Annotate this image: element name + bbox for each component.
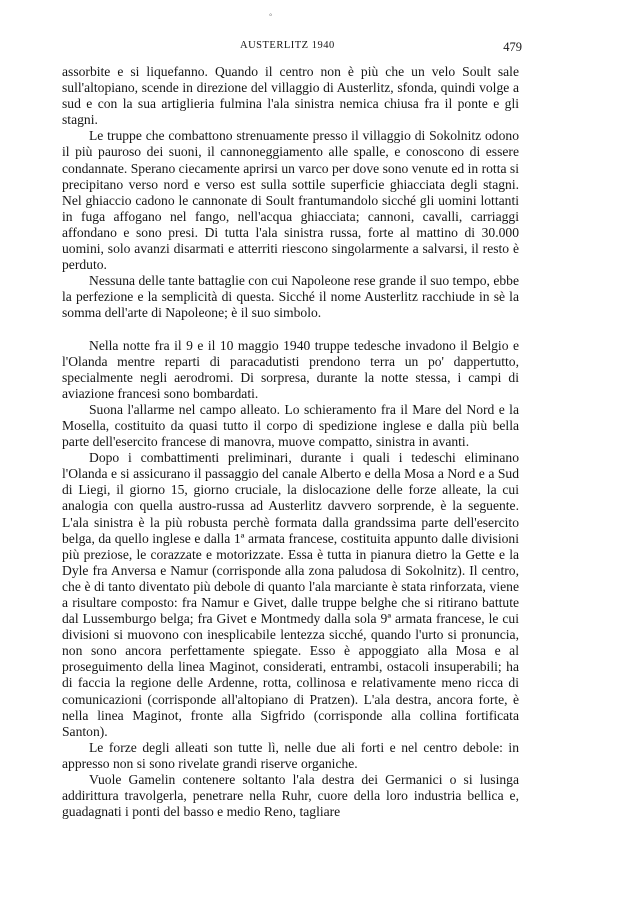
paragraph-maggio-1940: Nella notte fra il 9 e il 10 maggio 1940 truppe tedesche invadono il Belgio e l'Olanda mentre reparti di paracadutisti prendono terra un po' dappertutto, specialmente negli aerodromi. Di sorpresa, durante la notte stessa, i campi di aviazione francesi sono bombardati.: [62, 337, 519, 401]
body-text: [62, 64, 519, 820]
paragraph-allarme: Suona l'allarme nel campo alleato. Lo schieramento fra il Mare del Nord e la Mosella, costituito da quasi tutto il corpo di spedizione inglese e dalla più bella parte dell'esercito francese di manovra, muove compatto, sinistra in avanti.: [62, 401, 519, 450]
paragraph-sokolnitz: Le truppe che combattono strenuamente presso il villaggio di Sokolnitz odono il più pauroso dei suoni, il cannoneggiamento alle spalle, e conoscono di essere condannate. Sperano ciecamente aprirsi un varco per dove sono venute ed in rotta si precipitano verso nord e verso est sulla sottile superficie ghiacciata degli stagni. Nel ghiaccio cadono le cannonate di Soult frantumandolo sicché gli uomini lottanti in fuga affogano nel fango, nell'acqua ghiacciata; cannoni, cavalli, carriaggi affondano e sono presi. Di tutta l'ala sinistra russa, forte al mattino di 30.000 uomini, solo avanzi disarmati e atterriti riescono singolarmente a salvarsi, il resto è perduto.: [62, 128, 519, 273]
paragraph-napoleone: Nessuna delle tante battaglie con cui Napoleone rese grande il suo tempo, ebbe la perfezione e la semplicità di questa. Sicché il nome Austerlitz racchiude in sè la somma dell'arte di Napoleone; è il suo simbolo.: [62, 273, 519, 321]
page-number: 479: [503, 40, 522, 54]
paragraph-continuation: assorbite e si liquefanno. Quando il centro non è più che un velo Soult sale sull'altopiano, scende in direzione del villaggio di Austerlitz, sfonda, quindi volge a sud e con la sua artiglieria fulmina l'ala sinistra nemica chiusa fra il ponte e gli stagni.: [62, 64, 519, 128]
running-title: AUSTERLITZ 1940: [240, 40, 335, 51]
page-header: [62, 40, 522, 60]
paragraph-dislocazione: Dopo i combattimenti preliminari, durante i quali i tedeschi eliminano l'Olanda e si assicurano il passaggio del canale Alberto e della Mosa a Nord e a Sud di Liegi, il giorno 15, giorno cruciale, la dislocazione delle forze alleate, la cui analogia con quella austro-russa ad Austerlitz davvero sorprende, è la seguente. L'ala sinistra è la più robusta perchè formata dalla grandssima parte dell'esercito belga, da quello inglese e dalla 1ª armata francese, costituita appunto dalle divisioni più preziose, le corazzate e motorizzate. Essa è tutta in pianura dietro la Gette e la Dyle fra Anversa e Namur (corrisponde alla zona paludosa di Sokolnitz). Il centro, che è di tanto diventato più debole di quanto l'ala marciante è stata rinforzata, viene a risultare composto: fra Namur e Givet, dalle truppe belghe che si ritirano battute dal Lussemburgo belga; fra Givet e Montmedy dalla sola 9ª armata francese, le cui divisioni si muovono con inesplicabile lentezza sicché, quando l'urto si pronuncia, non sono ancora perfettamente spiegate. Esso è appoggiato alla Mosa e al proseguimento della linea Maginot, considerati, entrambi, ostacoli insuperabili; ha di faccia la regione delle Ardenne, rotta, collinosa e relativamente meno ricca di comunicazioni (corrisponde all'altopiano di Pratzen). L'ala destra, ancora forte, è nella linea Maginot, fronte alla Sigfrido (corrisponde alla collina fortificata Santon).: [62, 450, 519, 739]
paragraph-gamelin: Vuole Gamelin contenere soltanto l'ala destra dei Germanici o si lusinga addirittura travolgerla, penetrare nella Ruhr, cuore della loro industria bellica e, guadagnati i ponti del basso e medio Reno, tagliare: [62, 772, 519, 820]
paragraph-forze-alleati: Le forze degli alleati son tutte lì, nelle due ali forti e nel centro debole: in appresso non si sono rivelate grandi riserve organiche.: [62, 739, 519, 771]
top-mark: °: [269, 12, 273, 21]
